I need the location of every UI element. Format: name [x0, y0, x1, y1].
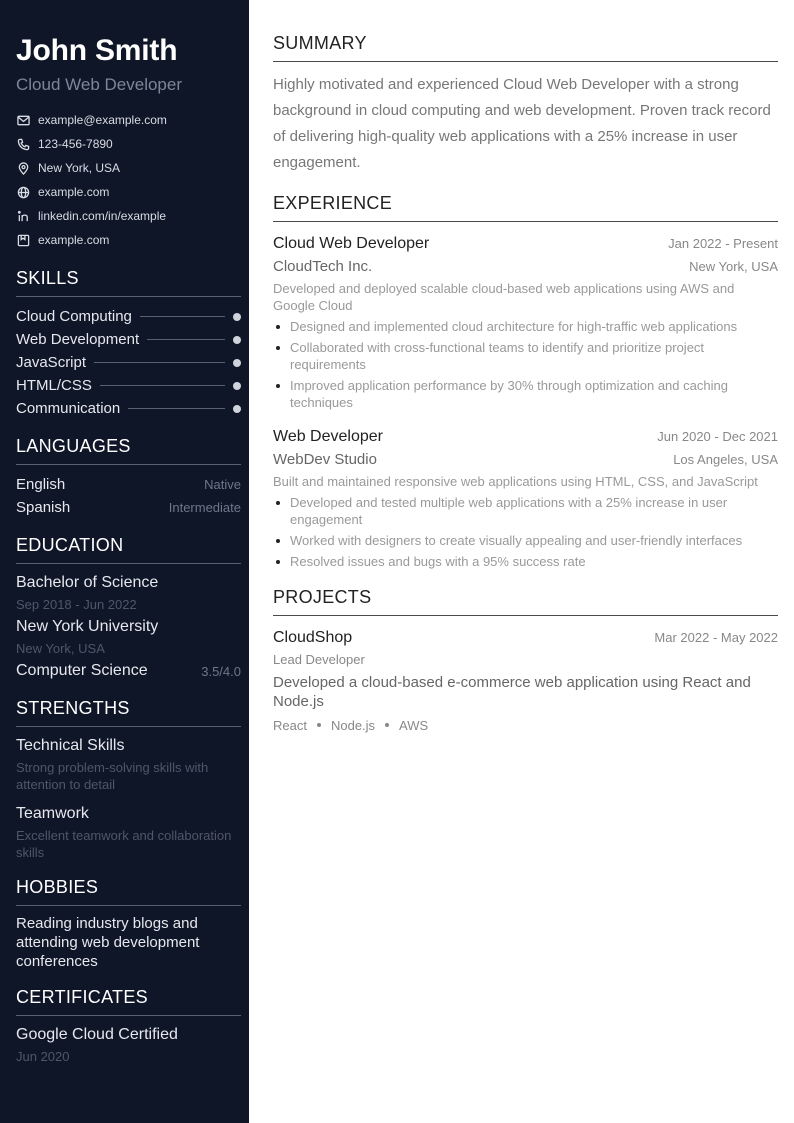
skills-section: [16, 266, 241, 420]
education-gpa: 3.5/4.0: [201, 663, 241, 679]
education-location: New York, USA: [16, 641, 105, 656]
tech-item: Node.js: [330, 717, 376, 733]
strength-item: [16, 803, 241, 861]
section-heading: STRENGTHS: [16, 696, 241, 727]
project-header: [273, 626, 778, 650]
skill-dot: [233, 405, 241, 413]
section-heading: EXPERIENCE: [273, 192, 778, 222]
hobby-item: Reading industry blogs and attending web development conferences: [16, 915, 200, 970]
experience-item: [273, 425, 778, 570]
portfolio-icon: [16, 233, 30, 247]
section-heading: PROJECTS: [273, 586, 778, 616]
contact-text: example@example.com: [38, 113, 167, 127]
language-item: [16, 473, 241, 496]
education-field: Computer Science: [16, 662, 148, 679]
project-title: CloudShop: [273, 629, 353, 646]
skill-name: Communication: [16, 400, 121, 417]
languages-section: [16, 434, 241, 519]
education-school: New York University: [16, 618, 159, 635]
strength-item: [16, 735, 241, 793]
job-location: New York, USA: [689, 259, 778, 274]
tech-separator: [317, 723, 321, 727]
section-heading: HOBBIES: [16, 875, 241, 906]
bullet-item: Worked with designers to create visually appealing and user-friendly interfaces: [273, 532, 778, 549]
contact-text: example.com: [38, 185, 110, 199]
job-title: Web Developer: [273, 428, 383, 445]
experience-item: [273, 232, 778, 411]
skill-item: [16, 328, 241, 351]
bullet-item: Collaborated with cross-functional teams to identify and prioritize project requirements: [273, 339, 778, 373]
section-heading: EDUCATION: [16, 533, 241, 564]
language-level: Intermediate: [168, 500, 241, 515]
education-field-row: [16, 660, 241, 682]
strength-desc: Strong problem-solving skills with attention to detail: [16, 760, 209, 792]
phone-icon: [16, 137, 30, 151]
section-heading: LANGUAGES: [16, 434, 241, 465]
section-heading: CERTIFICATES: [16, 985, 241, 1016]
contact-list: [16, 108, 241, 252]
job-bullets: [273, 494, 778, 570]
strength-title: Technical Skills: [16, 737, 125, 754]
skill-line: [100, 385, 225, 386]
experience-section: [273, 192, 778, 570]
project-tech-list: [273, 715, 778, 735]
job-header: [273, 425, 778, 449]
main-content: [273, 32, 778, 749]
location-pin-icon: [16, 161, 30, 175]
language-name: English: [16, 476, 66, 493]
job-location: Los Angeles, USA: [673, 452, 778, 467]
job-company: WebDev Studio: [273, 451, 377, 468]
skill-dot: [233, 359, 241, 367]
certificate-date: Jun 2020: [16, 1049, 70, 1064]
tech-separator: [385, 723, 389, 727]
contact-text: New York, USA: [38, 161, 121, 175]
job-dates: Jan 2022 - Present: [668, 236, 778, 251]
skill-item: [16, 305, 241, 328]
job-company-row: [273, 449, 778, 471]
skill-dot: [233, 336, 241, 344]
contact-text: linkedin.com/in/example: [38, 209, 167, 223]
bullet-item: Designed and implemented cloud architecture for high-traffic web applications: [273, 318, 778, 335]
job-description: Built and maintained responsive web applications using HTML, CSS, and JavaScript: [273, 474, 758, 489]
skill-name: Web Development: [16, 331, 140, 348]
globe-icon: [16, 185, 30, 199]
skill-name: HTML/CSS: [16, 377, 92, 394]
job-company: CloudTech Inc.: [273, 258, 373, 275]
strengths-section: [16, 696, 241, 861]
candidate-role: Cloud Web Developer: [16, 75, 182, 94]
skill-name: JavaScript: [16, 354, 87, 371]
skill-item: [16, 374, 241, 397]
section-heading: SUMMARY: [273, 32, 778, 62]
contact-location: [16, 156, 241, 180]
skill-dot: [233, 382, 241, 390]
tech-item: AWS: [399, 717, 429, 733]
contact-website[interactable]: [16, 180, 241, 204]
contact-phone[interactable]: [16, 132, 241, 156]
sidebar: [0, 0, 249, 1123]
education-dates: Sep 2018 - Jun 2022: [16, 597, 137, 612]
contact-text: 123-456-7890: [38, 137, 113, 151]
job-header: [273, 232, 778, 256]
job-dates: Jun 2020 - Dec 2021: [657, 429, 778, 444]
project-item: [273, 626, 778, 735]
job-company-row: [273, 256, 778, 278]
project-description: Developed a cloud-based e-commerce web application using React and Node.js: [273, 674, 751, 710]
contact-email[interactable]: [16, 108, 241, 132]
contact-text: example.com: [38, 233, 110, 247]
education-degree: Bachelor of Science: [16, 574, 159, 591]
project-dates: Mar 2022 - May 2022: [654, 630, 778, 645]
bullet-item: Developed and tested multiple web applications with a 25% increase in user engagement: [273, 494, 778, 528]
section-heading: SKILLS: [16, 266, 241, 297]
mail-icon: [16, 113, 30, 127]
skill-item: [16, 397, 241, 420]
strength-title: Teamwork: [16, 805, 89, 822]
project-role: Lead Developer: [273, 652, 365, 667]
skill-line: [128, 408, 225, 409]
bullet-item: Resolved issues and bugs with a 95% success rate: [273, 553, 778, 570]
tech-item: React: [273, 717, 307, 733]
contact-linkedin[interactable]: [16, 204, 241, 228]
strength-desc: Excellent teamwork and collaboration skills: [16, 828, 232, 860]
skill-name: Cloud Computing: [16, 308, 132, 325]
job-title: Cloud Web Developer: [273, 235, 430, 252]
skill-item: [16, 351, 241, 374]
skill-line: [94, 362, 225, 363]
skill-line: [147, 339, 225, 340]
language-item: [16, 496, 241, 519]
bullet-item: Improved application performance by 30% through optimization and caching techniques: [273, 377, 778, 411]
job-bullets: [273, 318, 778, 411]
language-level: Native: [204, 477, 241, 492]
candidate-name: John Smith: [16, 34, 178, 67]
certificates-section: [16, 985, 241, 1068]
hobbies-section: [16, 875, 241, 971]
education-section: [16, 533, 241, 682]
contact-portfolio[interactable]: [16, 228, 241, 252]
skill-line: [140, 316, 225, 317]
certificate-title: Google Cloud Certified: [16, 1026, 178, 1043]
job-description: Developed and deployed scalable cloud-based web applications using AWS and Google Cloud: [273, 281, 735, 313]
linkedin-icon: [16, 209, 30, 223]
skill-dot: [233, 313, 241, 321]
summary-text: Highly motivated and experienced Cloud Web Developer with a strong background in cloud computing and web development. Proven track record of delivering high-quality web applications with a 25% increase in user engagement.: [273, 76, 771, 171]
summary-section: [273, 32, 778, 176]
projects-section: [273, 586, 778, 735]
language-name: Spanish: [16, 499, 71, 516]
